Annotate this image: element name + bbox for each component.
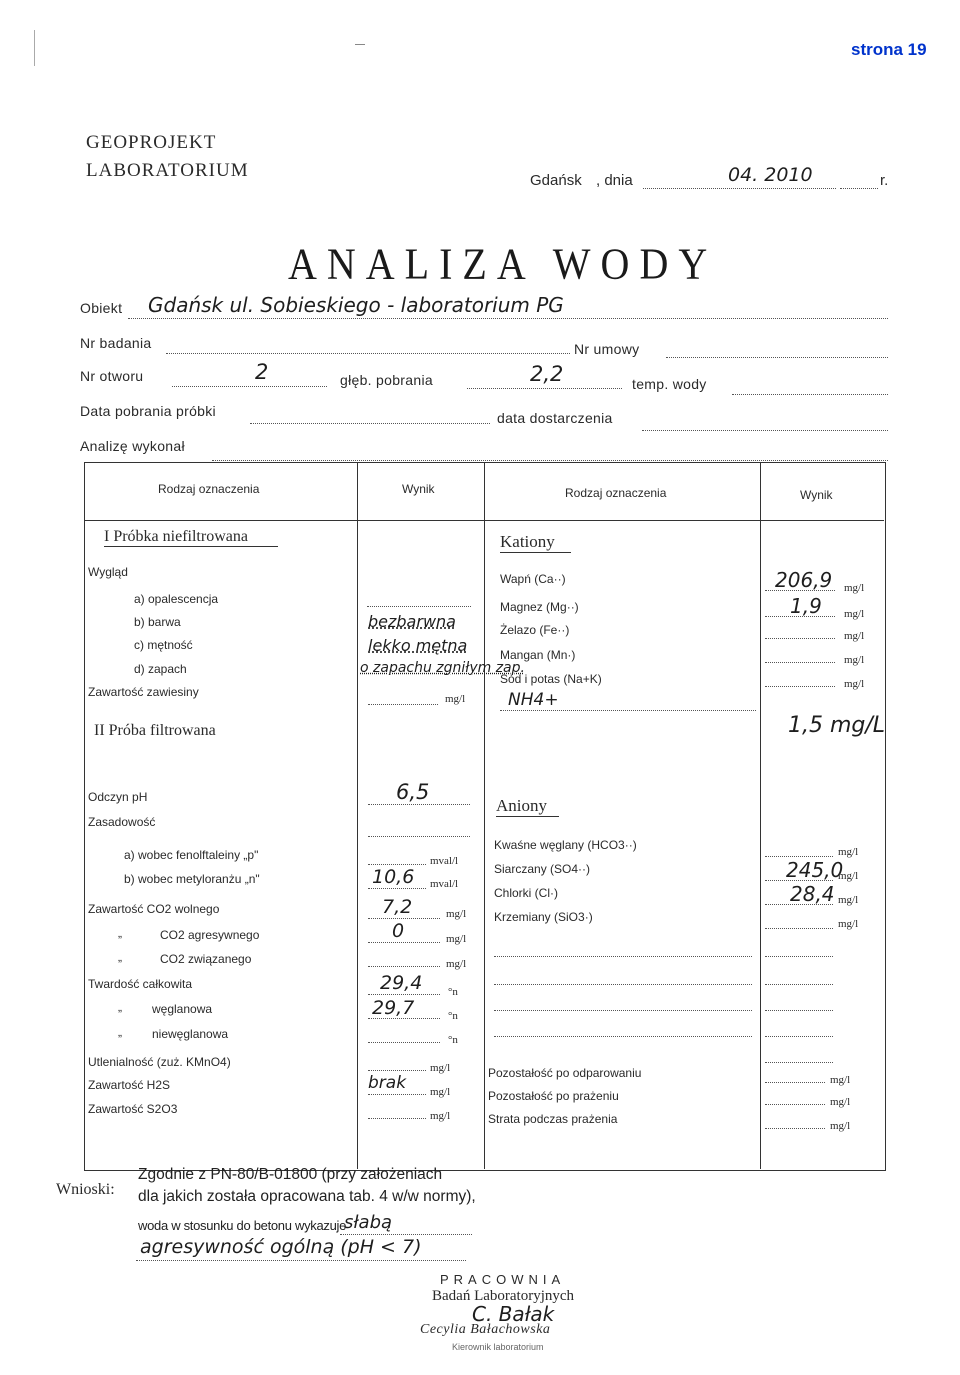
- page-title: ANALIZA WODY: [288, 238, 718, 289]
- blank-row: [494, 998, 752, 1011]
- kation-row-label: Sód i potas (Na+K): [500, 672, 602, 686]
- anion-row-label: Kwaśne węglany (HCO3··): [494, 838, 637, 852]
- strata-field: [765, 1116, 825, 1129]
- place: Gdańsk: [530, 172, 582, 189]
- barwa-label: b) barwa: [134, 615, 181, 629]
- col-divider-1: [357, 462, 358, 1169]
- wnioski-label: Wnioski:: [56, 1181, 115, 1198]
- h2s-label: Zawartość H2S: [88, 1078, 171, 1092]
- zasadowosc-field: [368, 822, 470, 837]
- zas-n-value: 10,6: [372, 866, 415, 888]
- section1-title: I Próbka niefiltrowana: [104, 528, 278, 547]
- utlenialnosc-field: [368, 1056, 426, 1071]
- data-pobrania-label: Data pobrania próbki: [80, 403, 216, 419]
- utlenialnosc-label: Utlenialność (zuż. KMnO4): [88, 1055, 231, 1069]
- scan-mark: [355, 44, 365, 45]
- aniony-title: Aniony: [496, 796, 559, 817]
- opalescencja-field: [367, 592, 471, 607]
- kation-unit: mg/l: [844, 654, 865, 666]
- year-field: [840, 166, 878, 189]
- blank-row: [765, 1024, 833, 1037]
- barwa-value: bezbarwna: [368, 612, 456, 631]
- anion-value-field: [765, 914, 833, 929]
- opalescencja-label: a) opalescencja: [134, 592, 219, 606]
- odczyn-label: Odczyn pH: [88, 790, 148, 804]
- ditto-mark: „: [118, 1025, 122, 1039]
- stamp-line: Kierownik laboratorium: [452, 1342, 544, 1352]
- strata-unit: mg/l: [830, 1120, 851, 1132]
- kationy-title: Kationy: [500, 532, 571, 553]
- kation-value-field: [765, 672, 835, 687]
- wnioski-line: Zgodnie z PN-80/B-01800 (przy założeniach: [138, 1166, 443, 1183]
- metnosc-value: lekko mętna: [368, 636, 468, 655]
- obiekt-label: Obiekt: [80, 300, 123, 316]
- wnioski-line4: agresywność ogólną (pH < 7): [140, 1236, 422, 1258]
- co2-wolny-unit: mg/l: [446, 908, 467, 920]
- zas-n-label: b) wobec metyloranżu „n": [124, 872, 260, 886]
- temp-field: [732, 374, 888, 395]
- anion-value: 245,0: [786, 858, 844, 882]
- kation-row-label: Wapń (Ca··): [500, 572, 566, 586]
- nr-otworu-label: Nr otworu: [80, 368, 144, 384]
- anion-unit: mg/l: [838, 846, 859, 858]
- blank-row: [494, 1024, 752, 1037]
- col-header-rodzaj-2: Rodzaj oznaczenia: [565, 486, 667, 500]
- stamp-line: PRACOWNIA: [440, 1272, 566, 1287]
- utlenialnosc-unit: mg/l: [430, 1062, 451, 1074]
- zas-p-field: [368, 850, 426, 865]
- date-suffix: r.: [880, 172, 889, 189]
- anion-unit: mg/l: [838, 870, 859, 882]
- nr-badania-label: Nr badania: [80, 335, 152, 351]
- s2o3-field: [368, 1104, 426, 1119]
- glebokosc-label: głęb. pobrania: [340, 372, 433, 388]
- temp-label: temp. wody: [632, 376, 707, 392]
- col-header-wynik-2: Wynik: [800, 488, 833, 502]
- anion-row-label: Siarczany (SO4··): [494, 862, 591, 876]
- obiekt-value: Gdańsk ul. Sobieskiego - laboratorium PG: [148, 293, 564, 317]
- kation-unit: mg/l: [844, 608, 865, 620]
- page-number: strona 19: [851, 40, 927, 59]
- wyglad-label: Wygląd: [88, 565, 128, 579]
- kation-unit: mg/l: [844, 678, 865, 690]
- zas-n-unit: mval/l: [430, 878, 459, 890]
- weglanowa-label: węglanowa: [152, 1002, 213, 1016]
- co2-zwiaz-label: CO2 związanego: [160, 952, 252, 966]
- nh4-field: [500, 696, 756, 711]
- col-divider-3: [760, 462, 761, 1169]
- wnioski-line: woda w stosunku do betonu wykazuje: [138, 1218, 347, 1233]
- pozostalosc-prazenie-field: [765, 1092, 825, 1105]
- nr-badania-field: [166, 333, 570, 354]
- nieweglanowa-field: [368, 1028, 440, 1043]
- nr-umowy-label: Nr umowy: [574, 341, 640, 357]
- anion-unit: mg/l: [838, 894, 859, 906]
- stamp-signature: C. Bałak: [472, 1302, 555, 1326]
- kation-unit: mg/l: [844, 582, 865, 594]
- stamp-line: Cecylia Bałachowska: [420, 1322, 551, 1337]
- pozostalosc-label: Pozostałość po odparowaniu: [488, 1066, 642, 1080]
- kation-row-label: Żelazo (Fe··): [500, 623, 570, 637]
- kation-value: 206,9: [775, 568, 833, 592]
- twardosc-label: Twardość całkowita: [88, 977, 193, 991]
- kation-value-field: [765, 648, 835, 663]
- data-dostarczenia-field: [642, 410, 888, 431]
- blank-row: [494, 944, 752, 957]
- co2-agres-value: 0: [392, 920, 405, 942]
- h2s-value: brak: [368, 1073, 407, 1093]
- blank-row: [765, 944, 833, 957]
- ditto-mark: „: [118, 950, 122, 964]
- zawiesina-unit: mg/l: [445, 693, 466, 705]
- kation-row-label: Mangan (Mn·): [500, 648, 576, 662]
- zas-p-label: a) wobec fenolftaleiny „p": [124, 848, 259, 862]
- metnosc-label: c) mętność: [134, 638, 193, 652]
- strata-label: Strata podczas prażenia: [488, 1112, 618, 1126]
- anion-value: 28,4: [790, 882, 835, 906]
- nieweglanowa-unit: °n: [448, 1034, 458, 1046]
- col-divider-2: [484, 462, 485, 1169]
- anion-row-label: Chlorki (Cl·): [494, 886, 558, 900]
- date-prefix: , dnia: [596, 172, 633, 189]
- col-header-wynik: Wynik: [402, 482, 435, 496]
- pozostalosc-unit: mg/l: [830, 1074, 851, 1086]
- co2-agres-label: CO2 agresywnego: [160, 928, 260, 942]
- pozostalosc-field: [765, 1070, 825, 1083]
- zas-p-unit: mval/l: [430, 855, 459, 867]
- anion-unit: mg/l: [838, 918, 859, 930]
- kation-value: 1,9: [790, 594, 822, 618]
- zasadowosc-label: Zasadowość: [88, 815, 156, 829]
- nh4-label: NH4+: [508, 690, 559, 710]
- weglanowa-unit: °n: [448, 1010, 458, 1022]
- nieweglanowa-label: niewęglanowa: [152, 1027, 229, 1041]
- blank-row: [765, 972, 833, 985]
- org-subtitle: LABORATORIUM: [86, 160, 249, 181]
- section2-title: II Próba filtrowana: [94, 722, 216, 739]
- s2o3-unit: mg/l: [430, 1110, 451, 1122]
- blank-row: [765, 998, 833, 1011]
- odczyn-value: 6,5: [396, 780, 430, 804]
- col-header-rodzaj: Rodzaj oznaczenia: [158, 482, 260, 496]
- twardosc-value: 29,4: [380, 972, 423, 994]
- co2-agres-unit: mg/l: [446, 933, 467, 945]
- zapach-label: d) zapach: [134, 662, 187, 676]
- anion-row-label: Krzemiany (SiO3·): [494, 910, 593, 924]
- co2-wolny-value: 7,2: [382, 896, 413, 918]
- analize-field: [212, 440, 888, 461]
- blank-row: [765, 1050, 833, 1063]
- co2-zwiaz-field: [368, 952, 440, 967]
- kation-value-field: [765, 624, 835, 639]
- blank-row: [494, 972, 752, 985]
- data-pobrania-field: [250, 403, 490, 424]
- ditto-mark: „: [118, 926, 122, 940]
- zawiesina-label: Zawartość zawiesiny: [88, 685, 199, 699]
- nr-otworu-value: 2: [255, 360, 269, 384]
- nr-umowy-field: [666, 337, 888, 358]
- h2s-unit: mg/l: [430, 1086, 451, 1098]
- wnioski-line: dla jakich została opracowana tab. 4 w/w normy),: [138, 1188, 476, 1205]
- anion-value-field: [765, 842, 833, 857]
- analize-label: Analizę wykonał: [80, 438, 185, 454]
- pozostalosc-prazenie-label: Pozostałość po prażeniu: [488, 1089, 619, 1103]
- co2-wolny-label: Zawartość CO2 wolnego: [88, 902, 220, 916]
- ditto-mark: „: [118, 1000, 122, 1014]
- glebokosc-value: 2,2: [530, 362, 564, 386]
- data-dostarczenia-label: data dostarczenia: [497, 410, 613, 426]
- co2-zwiaz-unit: mg/l: [446, 958, 467, 970]
- nh4-value: 1,5 mg/L: [788, 713, 886, 738]
- zawiesina-field: [368, 690, 438, 705]
- weglanowa-value: 29,7: [372, 997, 415, 1019]
- date-value: 04. 2010: [728, 164, 813, 186]
- nr-otworu-field: [172, 366, 327, 387]
- twardosc-unit: °n: [448, 986, 458, 998]
- stamp-line: Badań Laboratoryjnych: [432, 1288, 575, 1304]
- kation-row-label: Magnez (Mg··): [500, 600, 579, 614]
- kation-unit: mg/l: [844, 630, 865, 642]
- wnioski-value: słabą: [344, 1212, 393, 1233]
- org-name: GEOPROJEKT: [86, 132, 217, 153]
- s2o3-label: Zawartość S2O3: [88, 1102, 178, 1116]
- pozostalosc-prazenie-unit: mg/l: [830, 1096, 851, 1108]
- scan-edge: [34, 30, 35, 66]
- zapach-value: o zapachu zgniłym zap.: [360, 660, 525, 676]
